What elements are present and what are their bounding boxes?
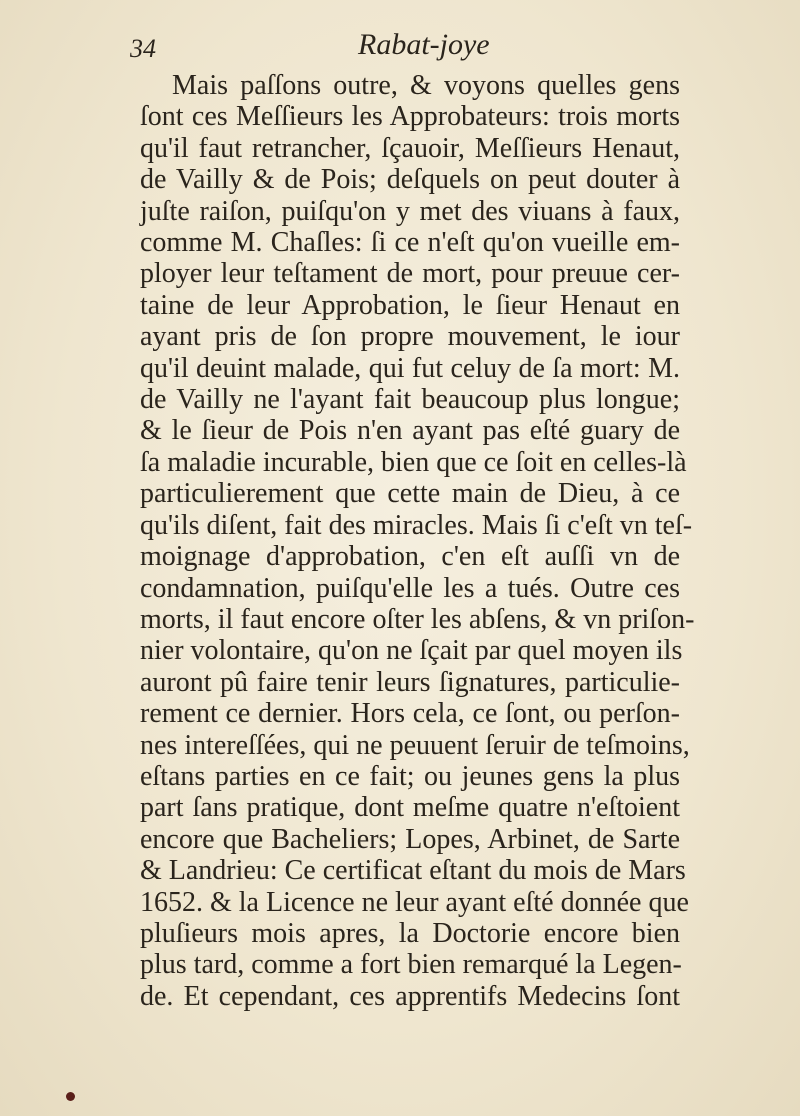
text-line: qu'il faut retrancher, ſçauoir, Meſſieurs Henaut, bbox=[140, 132, 680, 164]
text-line: juſte raiſon, puiſqu'on y met des viuans à faux, bbox=[140, 195, 680, 227]
text-line: nes intereſſées, qui ne peuuent ſeruir de teſmoins, bbox=[140, 729, 690, 761]
page-header bbox=[130, 28, 700, 68]
body-text bbox=[140, 70, 695, 1012]
text-line: nier volontaire, qu'on ne ſçait par quel moyen ils bbox=[140, 635, 683, 667]
text-line: de Vailly ne l'ayant fait beaucoup plus longue; bbox=[140, 384, 680, 416]
text-line: particulierement que cette main de Dieu, à ce bbox=[140, 478, 680, 510]
text-line: & Landrieu: Ce certificat eſtant du mois de Mars bbox=[140, 855, 686, 887]
text-line: part ſans pratique, dont meſme quatre n'eſtoient bbox=[140, 792, 680, 824]
text-line: ſont ces Meſſieurs les Approbateurs: trois morts bbox=[140, 101, 680, 133]
text-line: condamnation, puiſqu'elle les a tués. Outre ces bbox=[140, 572, 680, 604]
text-line: moignage d'approbation, c'en eſt auſſi vn de bbox=[140, 541, 680, 573]
text-line: plus tard, comme a fort bien remarqué la Legen- bbox=[140, 949, 682, 981]
text-line: pluſieurs mois apres, la Doctorie encore bien bbox=[140, 917, 680, 949]
text-line: taine de leur Approbation, le ſieur Henaut en bbox=[140, 289, 680, 321]
text-line: & le ſieur de Pois n'en ayant pas eſté guary de bbox=[140, 415, 680, 447]
text-line: rement ce dernier. Hors cela, ce ſont, ou perſon- bbox=[140, 698, 680, 730]
text-line: ployer leur teſtament de mort, pour preuue cer- bbox=[140, 258, 680, 290]
text-line: de. Et cependant, ces apprentifs Medecins ſont bbox=[140, 980, 680, 1012]
text-line: Mais paſſons outre, & voyons quelles gens bbox=[172, 70, 680, 101]
page-number: 34 bbox=[130, 34, 156, 63]
text-line: auront pû faire tenir leurs ſignatures, particulie- bbox=[140, 666, 680, 698]
text-line: encore que Bacheliers; Lopes, Arbinet, de Sarte bbox=[140, 823, 680, 855]
text-line: 1652. & la Licence ne leur ayant eſté donnée que bbox=[140, 886, 689, 918]
text-line: morts, il faut encore oſter les abſens, & vn priſon- bbox=[140, 603, 695, 635]
text-line: qu'ils diſent, fait des miracles. Mais ſi c'eſt vn teſ- bbox=[140, 509, 693, 541]
text-line: ſa maladie incurable, bien que ce ſoit en celles-là bbox=[140, 446, 687, 478]
text-line: eſtans parties en ce fait; ou jeunes gens la plus bbox=[140, 760, 680, 792]
text-line: ayant pris de ſon propre mouvement, le iour bbox=[140, 321, 680, 353]
text-line: comme M. Chaſles: ſi ce n'eſt qu'on vueille em- bbox=[140, 227, 680, 259]
ink-stain bbox=[66, 1092, 75, 1101]
running-title: Rabat-joye bbox=[358, 28, 490, 61]
text-line: de Vailly & de Pois; deſquels on peut douter à bbox=[140, 164, 680, 196]
text-line: qu'il deuint malade, qui fut celuy de ſa mort: M. bbox=[140, 352, 680, 384]
